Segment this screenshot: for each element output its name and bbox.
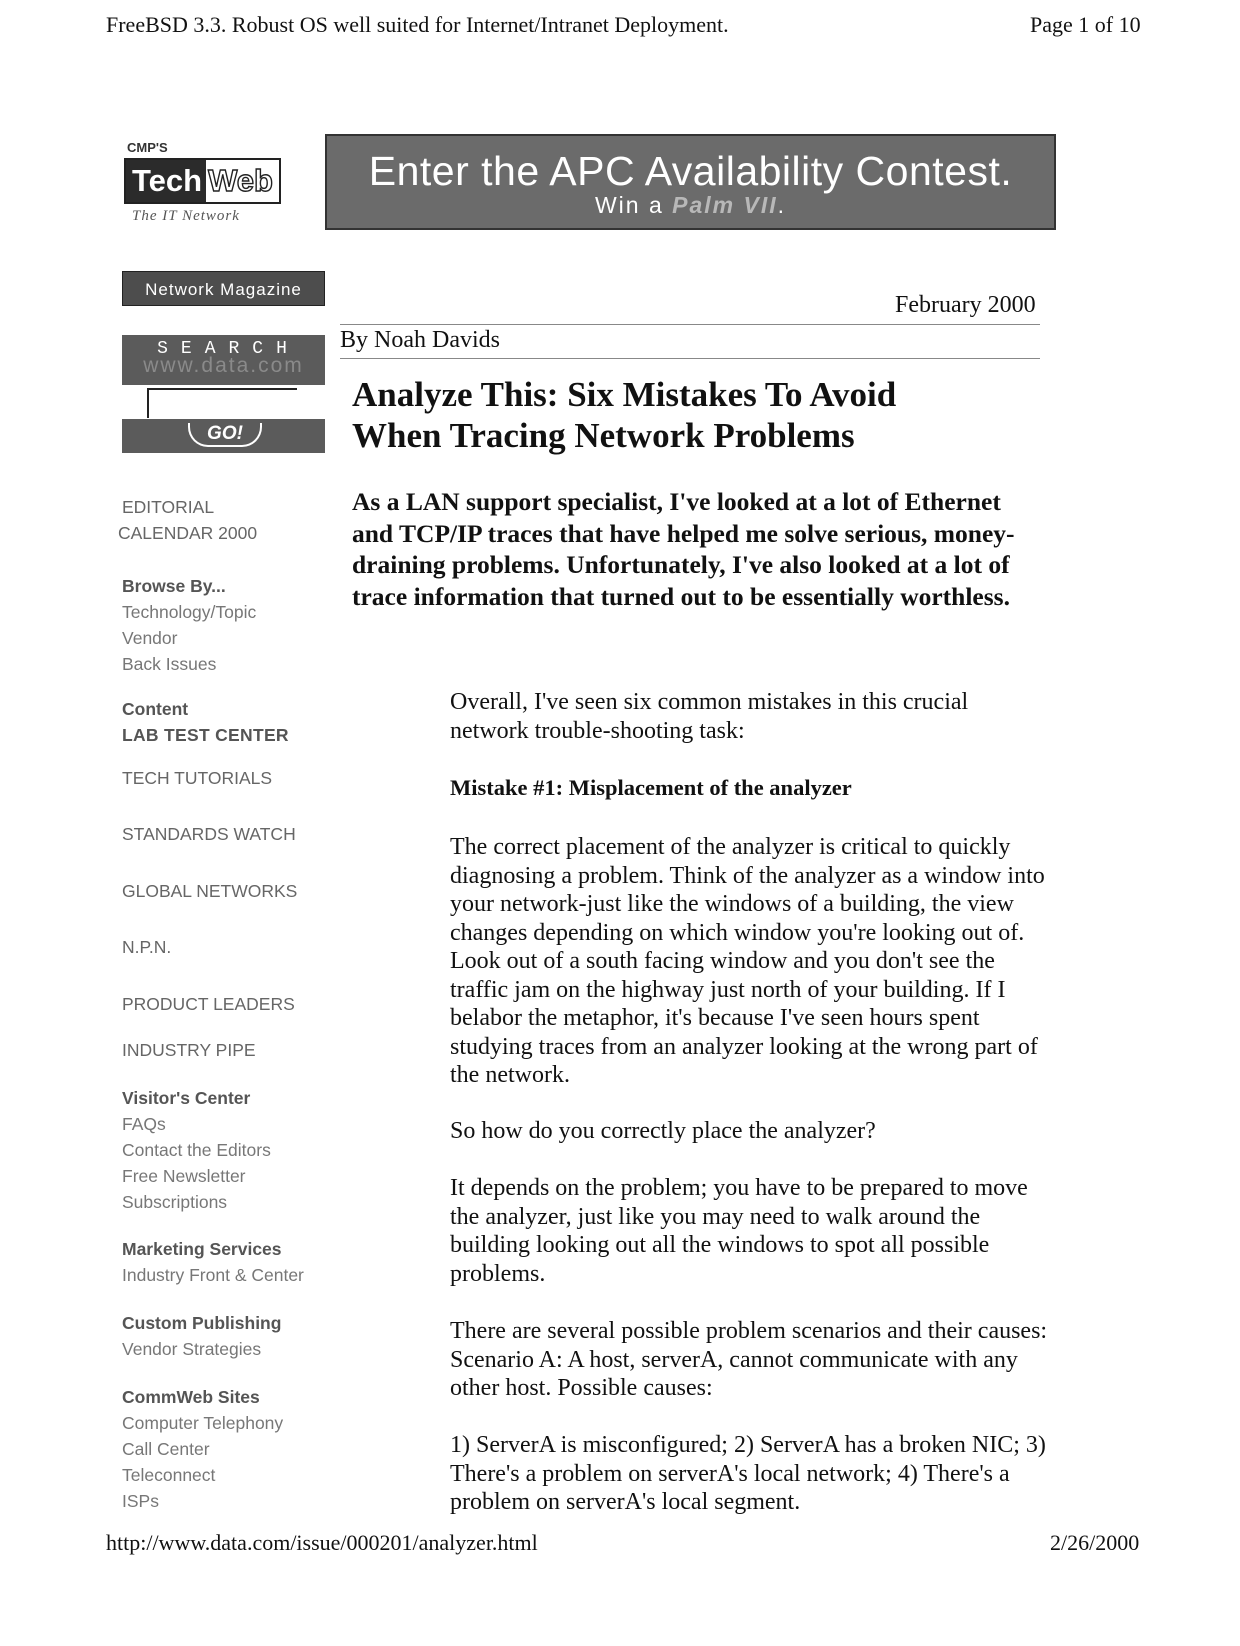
search-site-url: www.data.com (143, 354, 304, 377)
search-header (122, 335, 325, 385)
paragraph-causes: 1) ServerA is misconfigured; 2) ServerA has a broken NIC; 3) There's a problem on serverA's local network; 4) There's a problem on serverA's local segment. (450, 1432, 1046, 1515)
sidebar-editorial[interactable] (118, 494, 258, 546)
sidebar-item-contact-editors[interactable]: Contact the Editors (122, 1140, 271, 1160)
banner-sub-suffix: . (777, 192, 787, 218)
sidebar-item-global-networks[interactable]: GLOBAL NETWORKS (122, 881, 298, 901)
sidebar-item-technology[interactable]: Technology/Topic (122, 602, 257, 622)
article-title-line2: When Tracing Network Problems (352, 416, 855, 455)
sidebar-item-vendor-strategies[interactable]: Vendor Strategies (122, 1339, 262, 1359)
search-go-row (122, 419, 325, 453)
banner-title: Enter the APC Availability Contest. (368, 148, 1013, 194)
go-button[interactable]: GO! (188, 423, 262, 447)
paragraph-placement: The correct placement of the analyzer is critical to quickly diagnosing a problem. Think of the analyzer as a window into your network-just like the windows of a building, the view changes depending on which window you're looking out of. Look out of a south facing window and you don't see the traffic jam on the highway just north of your building. If I belabor the metaphor, it's because I've seen hours spent studying traces from an analyzer looking at the wrong part of the network. (450, 834, 1045, 1088)
banner-subtitle (327, 192, 1054, 218)
banner-prize: Palm VII (672, 192, 778, 218)
network-magazine-button[interactable]: Network Magazine (122, 271, 325, 306)
sidebar-editorial-line1: EDITORIAL (122, 497, 215, 517)
sidebar-item-standards-watch[interactable]: STANDARDS WATCH (122, 824, 296, 844)
search-box (122, 335, 325, 453)
sidebar-item-faqs[interactable]: FAQs (122, 1114, 166, 1134)
sidebar-item-computer-telephony[interactable]: Computer Telephony (122, 1413, 284, 1433)
sidebar-item-npn[interactable]: N.P.N. (122, 937, 172, 957)
sidebar-marketing-section (122, 1236, 304, 1288)
article-title-line1: Analyze This: Six Mistakes To Avoid (352, 375, 897, 414)
sidebar-item-industry-pipe[interactable]: INDUSTRY PIPE (122, 1040, 256, 1060)
date-divider (340, 324, 1040, 325)
sidebar-editorial-line2: CALENDAR 2000 (118, 523, 258, 543)
logo-web: Web (206, 160, 279, 202)
sidebar-visitors-heading: Visitor's Center (122, 1088, 251, 1108)
article-lede: As a LAN support specialist, I've looked at a lot of Ethernet and TCP/IP traces that have helped me solve serious, money-draining problems. Unfortunately, I've also looked at a lot of trace information that turned out to be essentially worthless. (352, 487, 1015, 611)
paragraph-scenarios: There are several possible problem scenarios and their causes: Scenario A: A host, serverA, cannot communicate with any other host. Possible causes: (450, 1318, 1048, 1401)
sidebar-item-product-leaders[interactable]: PRODUCT LEADERS (122, 994, 295, 1014)
sidebar-visitors-section (122, 1085, 271, 1215)
sidebar-item-lab-test-center[interactable]: LAB TEST CENTER (122, 725, 289, 745)
sidebar-commweb-heading: CommWeb Sites (122, 1387, 260, 1407)
sidebar-content-section (122, 696, 289, 748)
paragraph-overview: Overall, I've seen six common mistakes in this crucial network trouble-shooting task: (450, 689, 969, 744)
logo-cmp-text: CMP'S (127, 140, 168, 155)
sidebar-commweb-section (122, 1384, 283, 1514)
logo-tagline: The IT Network (132, 208, 240, 224)
search-input[interactable] (147, 388, 297, 418)
sidebar-custom-heading: Custom Publishing (122, 1313, 282, 1333)
sidebar-content-heading: Content (122, 699, 189, 719)
article-byline: By Noah Davids (340, 327, 500, 353)
banner-sub-prefix: Win a (594, 192, 673, 218)
paragraph-depends: It depends on the problem; you have to be prepared to move the analyzer, just like you may need to walk around the building looking out all the windows to spot all possible problems. (450, 1175, 1028, 1287)
sidebar-browse-heading: Browse By... (122, 576, 226, 596)
byline-divider (340, 358, 1040, 359)
sidebar-item-teleconnect[interactable]: Teleconnect (122, 1465, 216, 1485)
sidebar-item-tech-tutorials[interactable]: TECH TUTORIALS (122, 768, 273, 788)
sidebar-item-free-newsletter[interactable]: Free Newsletter (122, 1166, 246, 1186)
print-header-page: Page 1 of 10 (1030, 12, 1141, 37)
logo-tech: Tech (126, 160, 206, 202)
print-footer-date: 2/26/2000 (1050, 1530, 1140, 1555)
sidebar-item-vendor[interactable]: Vendor (122, 628, 178, 648)
sidebar-marketing-heading: Marketing Services (122, 1239, 282, 1259)
search-input-row (122, 385, 325, 419)
sidebar-browse-section (122, 573, 256, 677)
sidebar-item-subscriptions[interactable]: Subscriptions (122, 1192, 228, 1212)
print-footer-url: http://www.data.com/issue/000201/analyzer.html (106, 1530, 538, 1555)
mistake1-heading: Mistake #1: Misplacement of the analyzer (450, 775, 852, 800)
sidebar-item-call-center[interactable]: Call Center (122, 1439, 210, 1459)
sidebar-custom-section (122, 1310, 281, 1362)
paragraph-question: So how do you correctly place the analyzer? (450, 1118, 876, 1144)
search-label: SEARCH (157, 339, 300, 359)
sidebar-item-isps[interactable]: ISPs (122, 1491, 159, 1511)
sidebar-item-industry-front[interactable]: Industry Front & Center (122, 1265, 304, 1285)
article-date: February 2000 (895, 292, 1036, 318)
article-title (352, 374, 1042, 456)
banner-ad[interactable] (325, 134, 1056, 230)
print-header-title: FreeBSD 3.3. Robust OS well suited for Internet/Intranet Deployment. (106, 12, 729, 37)
logo-wordmark (124, 158, 281, 204)
sidebar-item-back-issues[interactable]: Back Issues (122, 654, 217, 674)
